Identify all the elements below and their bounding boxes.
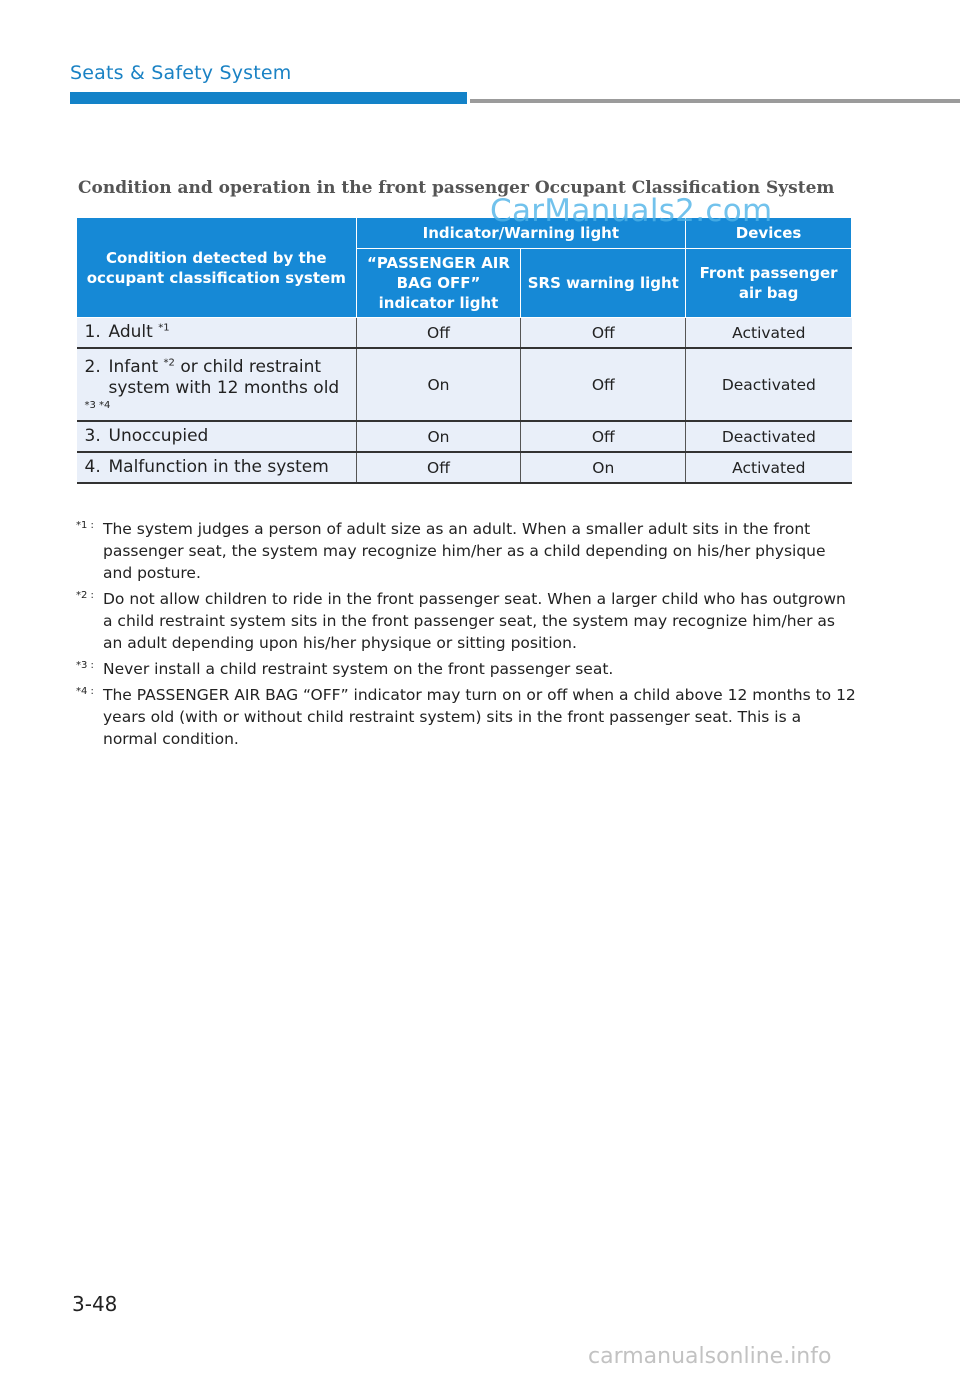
footnote-mark: *3 : xyxy=(76,660,94,671)
header-devices-group: Devices xyxy=(686,218,852,249)
footnote-ref: *2 xyxy=(163,356,175,368)
section-title: Seats & Safety System xyxy=(70,62,292,84)
header-indicator-group: Indicator/Warning light xyxy=(356,218,686,249)
condition-text: Infant xyxy=(108,356,159,377)
row-number: 3. xyxy=(84,426,101,446)
row-number: 1. xyxy=(84,322,101,342)
table-row xyxy=(77,348,852,421)
srs-cell: Off xyxy=(521,348,686,421)
table-title: Condition and operation in the front passenger Occupant Classification System xyxy=(78,178,835,198)
condition-cell xyxy=(77,452,357,483)
table-row xyxy=(77,421,852,452)
srs-cell: Off xyxy=(521,318,686,349)
condition-cell xyxy=(77,421,357,452)
header-srs: SRS warning light xyxy=(521,249,686,318)
header-rule-blue xyxy=(70,92,467,104)
footnote xyxy=(76,588,856,654)
page-number: 3-48 xyxy=(72,1292,118,1316)
footnote-mark: *1 : xyxy=(76,520,94,531)
footnote-ref: *1 xyxy=(158,322,170,334)
footer-watermark: carmanualsonline.info xyxy=(588,1344,832,1369)
srs-cell: On xyxy=(521,452,686,483)
condition-cell xyxy=(77,348,357,421)
header-rule-gray xyxy=(470,99,960,103)
footnote-text: The system judges a person of adult size as an adult. When a smaller adult sits in the front passenger seat, the system may recognize him/her as a child depending on his/her physique and posture. xyxy=(103,520,826,582)
condition-text: Adult xyxy=(108,322,153,342)
condition-text: Unoccupied xyxy=(108,426,209,446)
airbag-cell: Deactivated xyxy=(686,348,852,421)
pab-off-cell: Off xyxy=(356,318,521,349)
row-number: 2. xyxy=(84,356,101,377)
header-condition: Condition detected by the occupant classification system xyxy=(77,218,357,318)
footnote-mark: *4 : xyxy=(76,686,94,697)
srs-cell: Off xyxy=(521,421,686,452)
airbag-cell: Activated xyxy=(686,452,852,483)
footnote-text: Do not allow children to ride in the front passenger seat. When a larger child who has outgrown a child restraint system sits in the front passenger seat, the system may recognize him/her as an adult depending upon his/her physique or sitting position. xyxy=(103,590,846,652)
condition-cell xyxy=(77,318,357,349)
condition-text: or child restraint system with 12 months old xyxy=(108,356,340,398)
pab-off-cell: Off xyxy=(356,452,521,483)
pab-off-cell: On xyxy=(356,348,521,421)
watermark-text: CarManuals2.com xyxy=(490,193,773,229)
header-pab-off: “PASSENGER AIR BAG OFF” indicator light xyxy=(356,249,521,318)
footnotes xyxy=(76,518,856,754)
footnote-text: The PASSENGER AIR BAG “OFF” indicator may turn on or off when a child above 12 months to 12 years old (with or without child restraint system) sits in the front passenger seat. This is a normal condition. xyxy=(103,686,856,748)
condition-text: Malfunction in the system xyxy=(108,457,329,477)
row-number: 4. xyxy=(84,457,101,477)
footnote xyxy=(76,684,856,750)
ocs-table xyxy=(76,217,852,484)
footnote-text: Never install a child restraint system on the front passenger seat. xyxy=(103,660,614,678)
airbag-cell: Deactivated xyxy=(686,421,852,452)
footnote-ref: *3 *4 xyxy=(84,399,111,411)
table-row xyxy=(77,452,852,483)
header-front-airbag: Front passenger air bag xyxy=(686,249,852,318)
table-row xyxy=(77,318,852,349)
footnote-mark: *2 : xyxy=(76,590,94,601)
pab-off-cell: On xyxy=(356,421,521,452)
airbag-cell: Activated xyxy=(686,318,852,349)
footnote xyxy=(76,658,856,680)
footnote xyxy=(76,518,856,584)
